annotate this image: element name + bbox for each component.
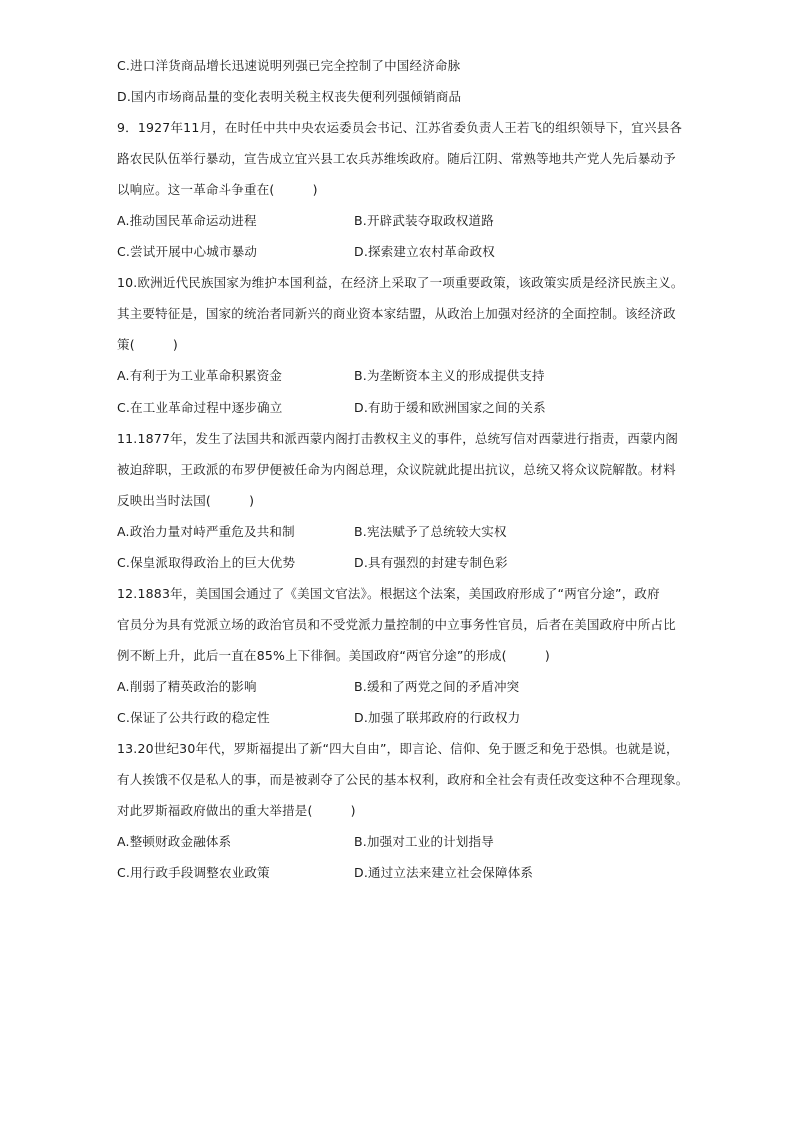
option-b-q11: B.宪法赋予了总统较大实权: [354, 524, 507, 539]
question-13-text: 有人挨饿不仅是私人的事，而是被剥夺了公民的基本权利，政府和全社会有责任改变这种不合理现象。: [117, 772, 689, 787]
option-d-q10: D.有助于缓和欧洲国家之间的关系: [354, 400, 546, 415]
option-c-q11: C.保皇派取得政治上的巨大优势: [117, 555, 296, 570]
option-b-q12: B.缓和了两党之间的矛盾冲突: [354, 679, 520, 694]
question-12-text: 12.1883年，美国国会通过了《美国文官法》。根据这个法案，美国政府形成了“两官分途”，政府: [117, 586, 660, 601]
question-9-text: 路农民队伍举行暴动，宣告成立宜兴县工农兵苏维埃政府。随后江阴、常熟等地共产党人先后暴动予: [117, 151, 676, 166]
question-13-text: 对此罗斯福政府做出的重大举措是( ): [117, 803, 356, 818]
option-d-q8: D.国内市场商品量的变化表明关税主权丧失便利列强倾销商品: [117, 89, 462, 104]
option-c-q8: C.进口洋货商品增长迅速说明列强已完全控制了中国经济命脉: [117, 58, 461, 73]
question-11-text: 被迫辞职，王政派的布罗伊便被任命为内阁总理，众议院就此提出抗议，总统又将众议院解散。材料: [117, 462, 676, 477]
question-11-text: 反映出当时法国( ): [117, 493, 255, 508]
question-12-text: 官员分为具有党派立场的政治官员和不受党派力量控制的中立事务性官员，后者在美国政府中所占比: [117, 617, 676, 632]
option-d-q9: D.探索建立农村革命政权: [354, 244, 495, 259]
question-9-text: 以响应。这一革命斗争重在( ): [117, 182, 318, 197]
question-13-text: 13.20世纪30年代，罗斯福提出了新“四大自由”，即言论、信仰、免于匮乏和免于恐惧。也就是说，: [117, 741, 679, 756]
option-c-q12: C.保证了公共行政的稳定性: [117, 710, 270, 725]
option-d-q13: D.通过立法来建立社会保障体系: [354, 865, 534, 880]
option-a-q13: A.整顿财政金融体系: [117, 834, 232, 849]
option-c-q9: C.尝试开展中心城市暴动: [117, 244, 258, 259]
question-10-text: 其主要特征是，国家的统治者同新兴的商业资本家结盟，从政治上加强对经济的全面控制。该经济政: [117, 306, 676, 321]
question-10-text: 10.欧洲近代民族国家为维护本国利益，在经济上采取了一项重要政策，该政策实质是经济民族主义。: [117, 275, 684, 290]
option-a-q12: A.削弱了精英政治的影响: [117, 679, 257, 694]
option-a-q9: A.推动国民革命运动进程: [117, 213, 257, 228]
question-12-text: 例不断上升，此后一直在85%上下徘徊。美国政府“两官分途”的形成( ): [117, 648, 550, 663]
option-c-q13: C.用行政手段调整农业政策: [117, 865, 270, 880]
question-9-text: 9．1927年11月，在时任中共中央农运委员会书记、江苏省委负责人王若飞的组织领导下，宜兴县各: [117, 120, 683, 135]
option-b-q9: B.开辟武装夺取政权道路: [354, 213, 494, 228]
option-b-q10: B.为垄断资本主义的形成提供支持: [354, 368, 545, 383]
question-10-text: 策( ): [117, 337, 178, 352]
option-d-q12: D.加强了联邦政府的行政权力: [354, 710, 521, 725]
option-a-q11: A.政治力量对峙严重危及共和制: [117, 524, 295, 539]
option-d-q11: D.具有强烈的封建专制色彩: [354, 555, 508, 570]
question-11-text: 11.1877年，发生了法国共和派西蒙内阁打击教权主义的事件，总统写信对西蒙进行指责，西蒙内阁: [117, 431, 679, 446]
option-b-q13: B.加强对工业的计划指导: [354, 834, 494, 849]
option-a-q10: A.有利于为工业革命积累资金: [117, 368, 283, 383]
option-c-q10: C.在工业革命过程中逐步确立: [117, 400, 283, 415]
